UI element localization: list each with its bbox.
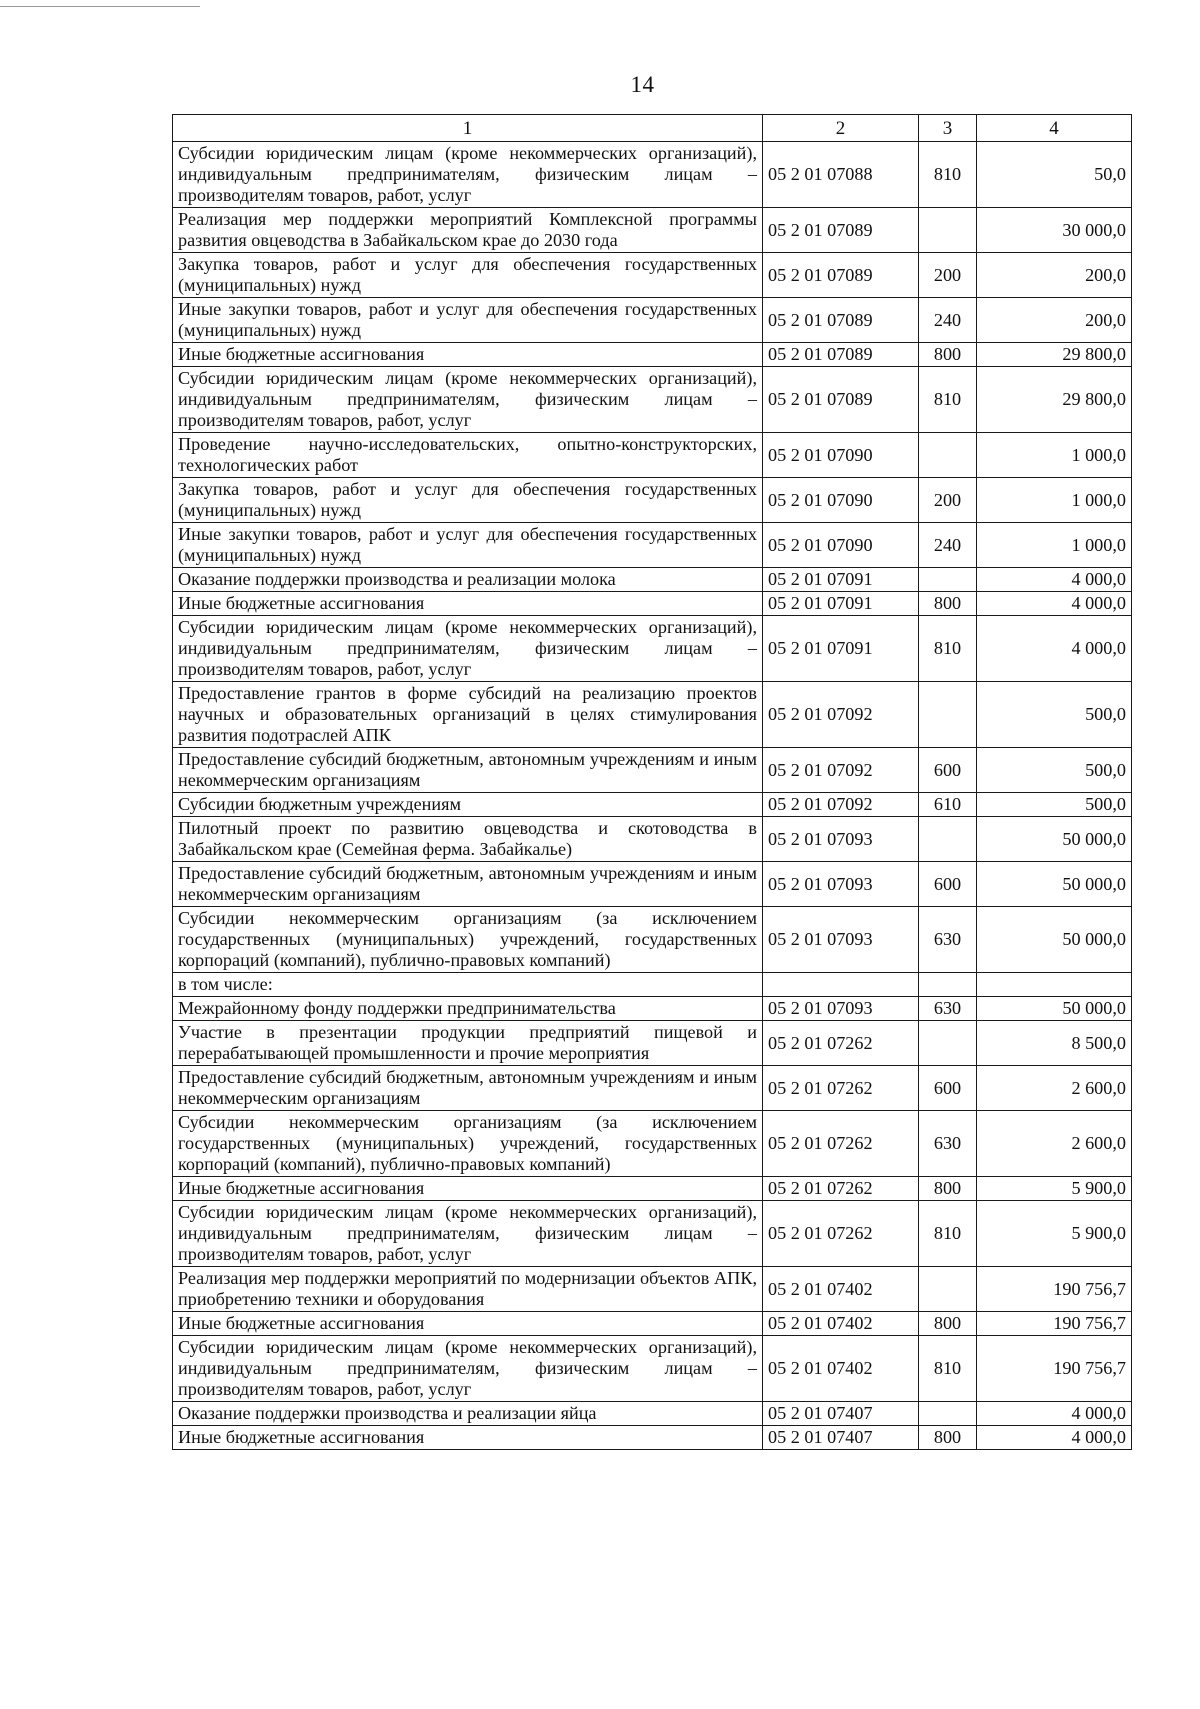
row-amount: 2 600,0 bbox=[977, 1066, 1132, 1111]
row-amount: 50,0 bbox=[977, 142, 1132, 208]
row-expense-type: 200 bbox=[919, 478, 977, 523]
row-expense-type: 810 bbox=[919, 142, 977, 208]
row-description: Субсидии бюджетным учреждениям bbox=[173, 793, 763, 817]
row-description: Субсидии юридическим лицам (кроме некоммерческих организаций), индивидуальным предпринимателям, физическим лицам – производителям товаров, работ, услуг bbox=[173, 142, 763, 208]
row-amount: 4 000,0 bbox=[977, 1426, 1132, 1450]
row-amount: 50 000,0 bbox=[977, 862, 1132, 907]
row-expense-type: 600 bbox=[919, 748, 977, 793]
budget-table bbox=[172, 114, 1132, 1450]
row-code: 05 2 01 07090 bbox=[763, 433, 919, 478]
row-amount: 5 900,0 bbox=[977, 1201, 1132, 1267]
row-code: 05 2 01 07092 bbox=[763, 793, 919, 817]
row-expense-type bbox=[919, 973, 977, 997]
header-col-1: 1 bbox=[173, 115, 763, 142]
row-amount: 190 756,7 bbox=[977, 1312, 1132, 1336]
table-row bbox=[173, 817, 1132, 862]
row-code: 05 2 01 07262 bbox=[763, 1111, 919, 1177]
table-row bbox=[173, 748, 1132, 793]
row-description: Проведение научно-исследовательских, опытно-конструкторских, технологических работ bbox=[173, 433, 763, 478]
row-amount: 1 000,0 bbox=[977, 523, 1132, 568]
row-code: 05 2 01 07090 bbox=[763, 478, 919, 523]
row-amount: 8 500,0 bbox=[977, 1021, 1132, 1066]
table-row bbox=[173, 682, 1132, 748]
table-row bbox=[173, 907, 1132, 973]
row-amount: 4 000,0 bbox=[977, 616, 1132, 682]
row-code: 05 2 01 07089 bbox=[763, 253, 919, 298]
row-amount: 50 000,0 bbox=[977, 817, 1132, 862]
row-expense-type bbox=[919, 682, 977, 748]
row-description: Реализация мер поддержки мероприятий Комплексной программы развития овцеводства в Забайкальском крае до 2030 года bbox=[173, 208, 763, 253]
row-amount: 200,0 bbox=[977, 298, 1132, 343]
row-expense-type bbox=[919, 433, 977, 478]
table-row bbox=[173, 568, 1132, 592]
table-row bbox=[173, 1336, 1132, 1402]
row-code: 05 2 01 07089 bbox=[763, 208, 919, 253]
row-code bbox=[763, 973, 919, 997]
table-row bbox=[173, 1426, 1132, 1450]
row-description: Оказание поддержки производства и реализации яйца bbox=[173, 1402, 763, 1426]
table-row bbox=[173, 367, 1132, 433]
row-expense-type: 240 bbox=[919, 298, 977, 343]
row-code: 05 2 01 07093 bbox=[763, 997, 919, 1021]
row-expense-type bbox=[919, 568, 977, 592]
row-code: 05 2 01 07092 bbox=[763, 748, 919, 793]
row-description: Субсидии некоммерческим организациям (за исключением государственных (муниципальных) учреждений, государственных корпораций (компаний), публично-правовых компаний) bbox=[173, 907, 763, 973]
row-code: 05 2 01 07089 bbox=[763, 367, 919, 433]
row-expense-type: 240 bbox=[919, 523, 977, 568]
table-row bbox=[173, 142, 1132, 208]
row-description: Оказание поддержки производства и реализации молока bbox=[173, 568, 763, 592]
row-amount: 5 900,0 bbox=[977, 1177, 1132, 1201]
row-expense-type: 200 bbox=[919, 253, 977, 298]
row-description: в том числе: bbox=[173, 973, 763, 997]
row-amount: 200,0 bbox=[977, 253, 1132, 298]
row-code: 05 2 01 07402 bbox=[763, 1312, 919, 1336]
table-row bbox=[173, 1201, 1132, 1267]
row-code: 05 2 01 07407 bbox=[763, 1402, 919, 1426]
table-row bbox=[173, 478, 1132, 523]
row-amount: 4 000,0 bbox=[977, 592, 1132, 616]
row-description: Предоставление субсидий бюджетным, автономным учреждениям и иным некоммерческим организациям bbox=[173, 1066, 763, 1111]
row-amount: 1 000,0 bbox=[977, 433, 1132, 478]
table-row bbox=[173, 862, 1132, 907]
row-description: Субсидии юридическим лицам (кроме некоммерческих организаций), индивидуальным предпринимателям, физическим лицам – производителям товаров, работ, услуг bbox=[173, 616, 763, 682]
row-expense-type: 810 bbox=[919, 616, 977, 682]
row-expense-type: 630 bbox=[919, 1111, 977, 1177]
row-code: 05 2 01 07091 bbox=[763, 568, 919, 592]
row-amount: 30 000,0 bbox=[977, 208, 1132, 253]
row-code: 05 2 01 07402 bbox=[763, 1336, 919, 1402]
table-row bbox=[173, 616, 1132, 682]
row-description: Межрайонному фонду поддержки предпринимательства bbox=[173, 997, 763, 1021]
row-amount: 50 000,0 bbox=[977, 907, 1132, 973]
row-amount bbox=[977, 973, 1132, 997]
row-expense-type: 810 bbox=[919, 1201, 977, 1267]
row-expense-type: 630 bbox=[919, 997, 977, 1021]
table-row bbox=[173, 1021, 1132, 1066]
row-description: Иные закупки товаров, работ и услуг для обеспечения государственных (муниципальных) нужд bbox=[173, 523, 763, 568]
row-description: Иные бюджетные ассигнования bbox=[173, 1426, 763, 1450]
row-expense-type: 810 bbox=[919, 367, 977, 433]
table-row bbox=[173, 1402, 1132, 1426]
row-expense-type: 810 bbox=[919, 1336, 977, 1402]
row-expense-type bbox=[919, 208, 977, 253]
row-description: Субсидии юридическим лицам (кроме некоммерческих организаций), индивидуальным предпринимателям, физическим лицам – производителям товаров, работ, услуг bbox=[173, 367, 763, 433]
row-code: 05 2 01 07089 bbox=[763, 343, 919, 367]
row-amount: 190 756,7 bbox=[977, 1267, 1132, 1312]
row-expense-type: 610 bbox=[919, 793, 977, 817]
header-col-2: 2 bbox=[763, 115, 919, 142]
row-description: Закупка товаров, работ и услуг для обеспечения государственных (муниципальных) нужд bbox=[173, 478, 763, 523]
row-amount: 500,0 bbox=[977, 682, 1132, 748]
row-amount: 50 000,0 bbox=[977, 997, 1132, 1021]
row-code: 05 2 01 07093 bbox=[763, 862, 919, 907]
table-row bbox=[173, 592, 1132, 616]
row-expense-type: 630 bbox=[919, 907, 977, 973]
row-expense-type bbox=[919, 1021, 977, 1066]
row-code: 05 2 01 07407 bbox=[763, 1426, 919, 1450]
row-description: Иные бюджетные ассигнования bbox=[173, 592, 763, 616]
row-amount: 500,0 bbox=[977, 793, 1132, 817]
row-code: 05 2 01 07262 bbox=[763, 1066, 919, 1111]
row-expense-type bbox=[919, 1267, 977, 1312]
row-code: 05 2 01 07262 bbox=[763, 1177, 919, 1201]
table-row bbox=[173, 1066, 1132, 1111]
row-description: Закупка товаров, работ и услуг для обеспечения государственных (муниципальных) нужд bbox=[173, 253, 763, 298]
row-description: Участие в презентации продукции предприятий пищевой и перерабатывающей промышленности и прочие мероприятия bbox=[173, 1021, 763, 1066]
row-code: 05 2 01 07091 bbox=[763, 592, 919, 616]
row-expense-type: 800 bbox=[919, 1177, 977, 1201]
row-code: 05 2 01 07090 bbox=[763, 523, 919, 568]
table-row bbox=[173, 343, 1132, 367]
row-code: 05 2 01 07262 bbox=[763, 1201, 919, 1267]
row-amount: 500,0 bbox=[977, 748, 1132, 793]
table-body bbox=[173, 142, 1132, 1450]
row-description: Иные бюджетные ассигнования bbox=[173, 343, 763, 367]
table-row bbox=[173, 208, 1132, 253]
scan-edge-line bbox=[0, 6, 200, 7]
row-description: Субсидии юридическим лицам (кроме некоммерческих организаций), индивидуальным предпринимателям, физическим лицам – производителям товаров, работ, услуг bbox=[173, 1201, 763, 1267]
row-description: Предоставление субсидий бюджетным, автономным учреждениям и иным некоммерческим организациям bbox=[173, 748, 763, 793]
table-row bbox=[173, 973, 1132, 997]
row-code: 05 2 01 07092 bbox=[763, 682, 919, 748]
table-row bbox=[173, 1111, 1132, 1177]
row-code: 05 2 01 07402 bbox=[763, 1267, 919, 1312]
row-expense-type: 600 bbox=[919, 1066, 977, 1111]
row-description: Пилотный проект по развитию овцеводства и скотоводства в Забайкальском крае (Семейная ферма. Забайкалье) bbox=[173, 817, 763, 862]
row-expense-type: 800 bbox=[919, 1426, 977, 1450]
row-code: 05 2 01 07093 bbox=[763, 817, 919, 862]
row-description: Иные бюджетные ассигнования bbox=[173, 1177, 763, 1201]
table-row bbox=[173, 1267, 1132, 1312]
row-amount: 4 000,0 bbox=[977, 568, 1132, 592]
row-code: 05 2 01 07089 bbox=[763, 298, 919, 343]
row-expense-type: 800 bbox=[919, 1312, 977, 1336]
header-col-4: 4 bbox=[977, 115, 1132, 142]
table-row bbox=[173, 997, 1132, 1021]
row-description: Предоставление субсидий бюджетным, автономным учреждениям и иным некоммерческим организациям bbox=[173, 862, 763, 907]
table-row bbox=[173, 1177, 1132, 1201]
row-amount: 4 000,0 bbox=[977, 1402, 1132, 1426]
row-amount: 190 756,7 bbox=[977, 1336, 1132, 1402]
row-expense-type: 800 bbox=[919, 592, 977, 616]
row-description: Субсидии юридическим лицам (кроме некоммерческих организаций), индивидуальным предпринимателям, физическим лицам – производителям товаров, работ, услуг bbox=[173, 1336, 763, 1402]
row-description: Субсидии некоммерческим организациям (за исключением государственных (муниципальных) учреждений, государственных корпораций (компаний), публично-правовых компаний) bbox=[173, 1111, 763, 1177]
row-amount: 29 800,0 bbox=[977, 367, 1132, 433]
row-code: 05 2 01 07093 bbox=[763, 907, 919, 973]
row-description: Иные закупки товаров, работ и услуг для обеспечения государственных (муниципальных) нужд bbox=[173, 298, 763, 343]
row-code: 05 2 01 07091 bbox=[763, 616, 919, 682]
row-code: 05 2 01 07088 bbox=[763, 142, 919, 208]
header-row bbox=[173, 115, 1132, 142]
row-amount: 2 600,0 bbox=[977, 1111, 1132, 1177]
table-row bbox=[173, 253, 1132, 298]
table-row bbox=[173, 1312, 1132, 1336]
row-code: 05 2 01 07262 bbox=[763, 1021, 919, 1066]
table-row bbox=[173, 793, 1132, 817]
row-description: Иные бюджетные ассигнования bbox=[173, 1312, 763, 1336]
row-expense-type bbox=[919, 1402, 977, 1426]
row-expense-type: 600 bbox=[919, 862, 977, 907]
header-col-3: 3 bbox=[919, 115, 977, 142]
table-row bbox=[173, 433, 1132, 478]
row-expense-type: 800 bbox=[919, 343, 977, 367]
row-amount: 1 000,0 bbox=[977, 478, 1132, 523]
page-number: 14 bbox=[630, 72, 655, 97]
row-amount: 29 800,0 bbox=[977, 343, 1132, 367]
row-description: Реализация мер поддержки мероприятий по модернизации объектов АПК, приобретению техники и оборудования bbox=[173, 1267, 763, 1312]
table-row bbox=[173, 298, 1132, 343]
row-description: Предоставление грантов в форме субсидий на реализацию проектов научных и образовательных организаций в целях стимулирования развития подотраслей АПК bbox=[173, 682, 763, 748]
table-row bbox=[173, 523, 1132, 568]
row-expense-type bbox=[919, 817, 977, 862]
